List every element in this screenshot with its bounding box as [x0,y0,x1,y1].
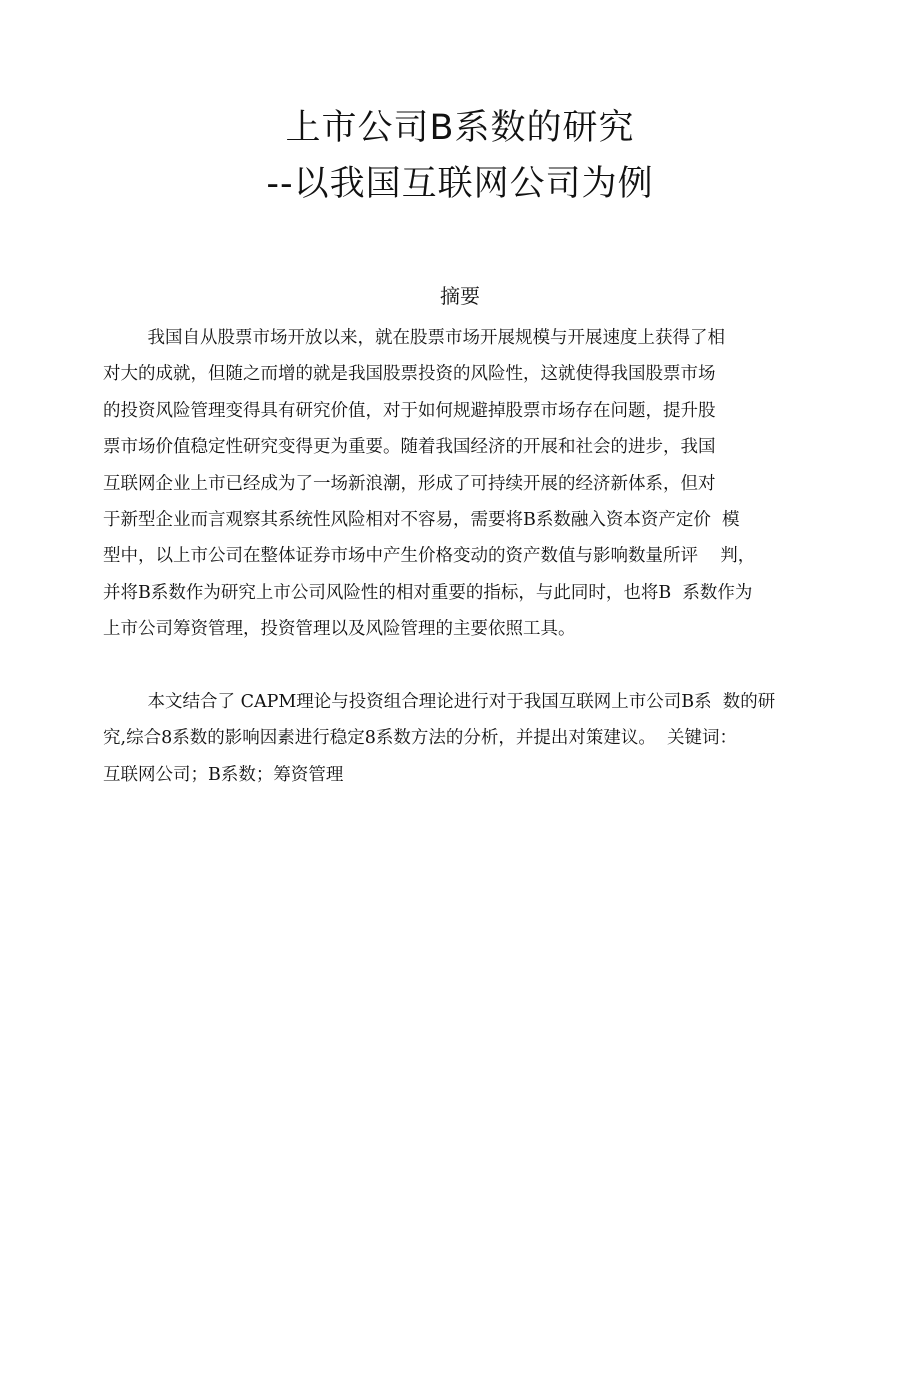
paragraph-line: 对大的成就，但随之而增的就是我国股票投资的风险性，这就使得我国股票市场 [103,364,716,385]
paragraph-line: 我国自从股票市场开放以来，就在股票市场开展规模与开展速度上获得了相 [103,328,725,348]
paragraph-line: 究,综合8系数的影响因素进行稳定8系数方法的分析，并提出对策建议。 关键词： [103,728,737,749]
paragraph-line: 上市公司筹资管理，投资管理以及风险管理的主要依照工具。 [103,619,576,640]
paragraph-line: 于新型企业而言观察其系统性风险相对不容易，需要将B系数融入资本资产定价 模 [103,509,740,530]
paragraph-line: 的投资风险管理变得具有研究价值，对于如何规避掉股票市场存在问题，提升股 [103,400,716,421]
abstract-heading: 摘要 [440,284,480,308]
paragraph-line: 互联网公司；B系数；筹资管理 [103,764,344,785]
paragraph-line: 并将B系数作为研究上市公司风险性的相对重要的指标，与此同时，也将B 系数作为 [103,582,753,603]
paragraph-line: 本文结合了 CAPM理论与投资组合理论进行对于我国互联网上市公司B系 数的研 [103,692,776,712]
title-line-1: 上市公司B系数的研究 [285,108,635,148]
abstract-paragraph-1 [103,320,823,648]
paragraph-line: 型中，以上市公司在整体证券市场中产生价格变动的资产数值与影响数量所评 判， [103,546,756,567]
paragraph-line: 票市场价值稳定性研究变得更为重要。随着我国经济的开展和社会的进步，我国 [103,437,716,458]
paragraph-line: 互联网企业上市已经成为了一场新浪潮，形成了可持续开展的经济新体系，但对 [103,473,716,494]
abstract-paragraph-2 [103,684,823,793]
title-line-2: --以我国互联网公司为例 [266,164,654,204]
